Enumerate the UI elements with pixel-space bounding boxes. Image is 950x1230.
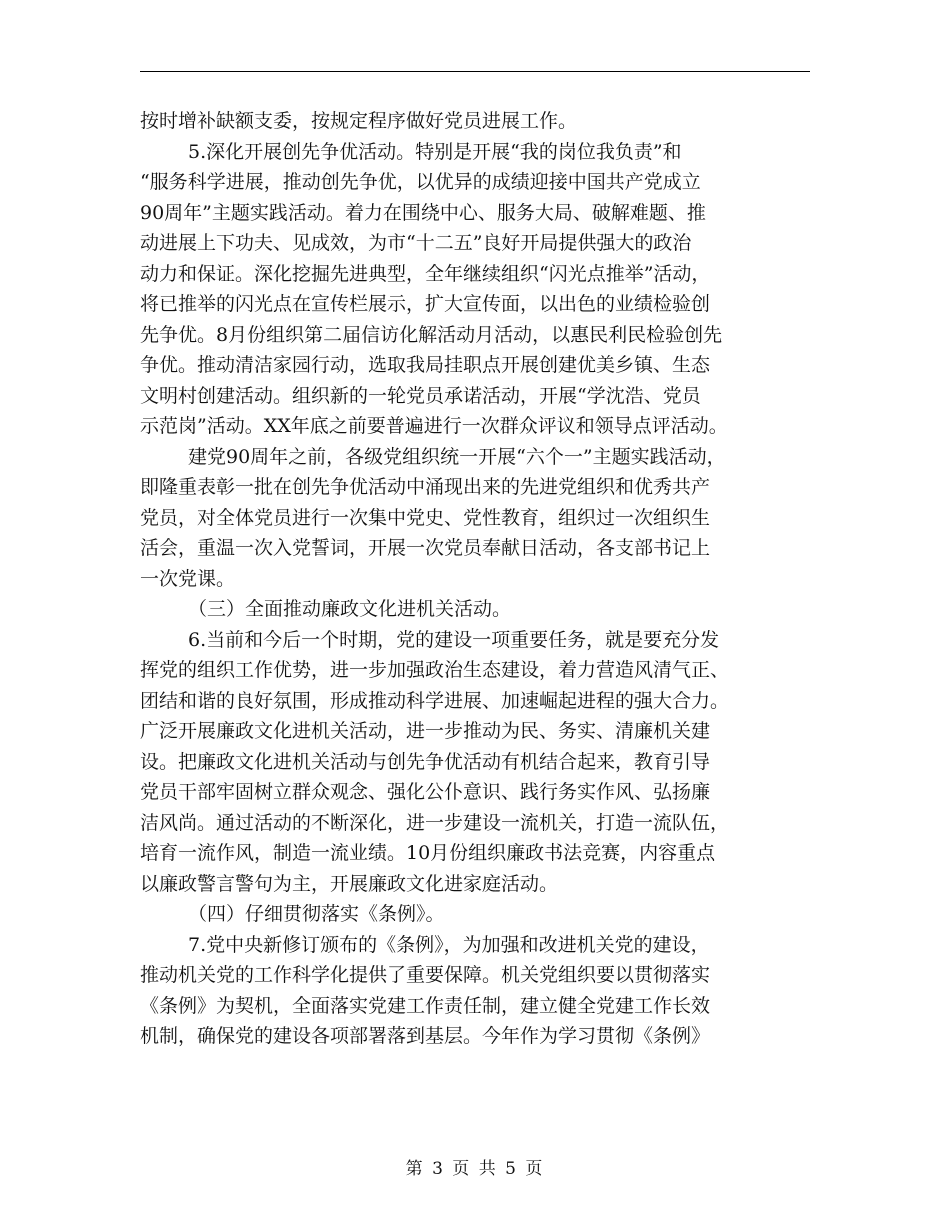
text-line: 即隆重表彰一批在创先争优活动中涌现出来的先进党组织和优秀共产 <box>140 476 711 498</box>
text-line: 洁风尚。通过活动的不断深化，进一步建设一流机关，打造一流队伍， <box>140 811 730 834</box>
text-line: 《条例》为契机，全面落实党建工作责任制，建立健全党建工作长效 <box>140 994 711 1017</box>
text-line: 建党90周年之前，各级党组织统一开展“六个一”主题实践活动， <box>188 445 726 468</box>
body-text <box>140 106 820 1052</box>
text-line: 挥党的组织工作优势，进一步加强政治生态建设，着力营造风清气正、 <box>140 659 730 681</box>
text-line: 党员，对全体党员进行一次集中党史、党性教育，组织过一次组织生 <box>140 506 711 529</box>
text-line: 团结和谐的良好氛围，形成推动科学进展、加速崛起进程的强大合力。 <box>140 689 730 712</box>
section-heading: （四）仔细贯彻落实《条例》。 <box>188 903 445 925</box>
text-line: 培育一流作风，制造一流业绩。10月份组织廉政书法竞赛，内容重点 <box>140 842 716 864</box>
text-line: 7.党中央新修订颁布的《条例》，为加强和改进机关党的建设， <box>188 933 710 956</box>
section-heading: （三）全面推动廉政文化进机关活动。 <box>188 598 512 620</box>
text-line: 广泛开展廉政文化进机关活动，进一步推动为民、务实、清廉机关建 <box>140 720 711 742</box>
text-line: 活会，重温一次入党誓词，开展一次党员奉献日活动，各支部书记上 <box>140 537 711 559</box>
text-line: 6.当前和今后一个时期，党的建设一项重要任务，就是要充分发 <box>188 628 720 651</box>
text-line: 5.深化开展创先争优活动。特别是开展“我的岗位我负责”和 <box>188 140 682 163</box>
text-line: “服务科学进展，推动创先争优，以优异的成绩迎接中国共产党成立 <box>140 171 701 193</box>
text-line: 机制，确保党的建设各项部署落到基层。今年作为学习贯彻《条例》 <box>140 1025 711 1047</box>
text-line: 争优。推动清洁家园行动，选取我局挂职点开展创建优美乡镇、生态 <box>140 354 711 376</box>
text-line: 动力和保证。深化挖掘先进典型，全年继续组织“闪光点推举”活动， <box>140 262 711 285</box>
text-line: 文明村创建活动。组织新的一轮党员承诺活动，开展“学沈浩、党员 <box>140 384 701 407</box>
header-rule <box>140 71 810 72</box>
text-line: 推动机关党的工作科学化提供了重要保障。机关党组织要以贯彻落实 <box>140 964 711 986</box>
text-line: 党员干部牢固树立群众观念、强化公仆意识、践行务实作风、弘扬廉 <box>140 781 711 803</box>
text-line: 设。把廉政文化进机关活动与创先争优活动有机结合起来，教育引导 <box>140 750 711 773</box>
text-line: 示范岗”活动。XX年底之前要普遍进行一次群众评议和领导点评活动。 <box>140 415 728 437</box>
text-line: 动进展上下功夫、见成效，为市“十二五”良好开局提供强大的政治 <box>140 232 692 254</box>
page-footer: 第 3 页 共 5 页 <box>405 1159 545 1179</box>
text-line: 将已推举的闪光点在宣传栏展示，扩大宣传面，以出色的业绩检验创 <box>140 293 711 315</box>
text-line: 按时增补缺额支委，按规定程序做好党员进展工作。 <box>140 110 578 132</box>
text-line: 一次党课。 <box>140 567 236 590</box>
text-line: 以廉政警言警句为主，开展廉政文化进家庭活动。 <box>140 872 559 895</box>
text-line: 90周年”主题实践活动。着力在围绕中心、服务大局、破解难题、推 <box>140 201 706 224</box>
text-line: 先争优。8月份组织第二届信访化解活动月活动，以惠民利民检验创先 <box>140 323 723 346</box>
